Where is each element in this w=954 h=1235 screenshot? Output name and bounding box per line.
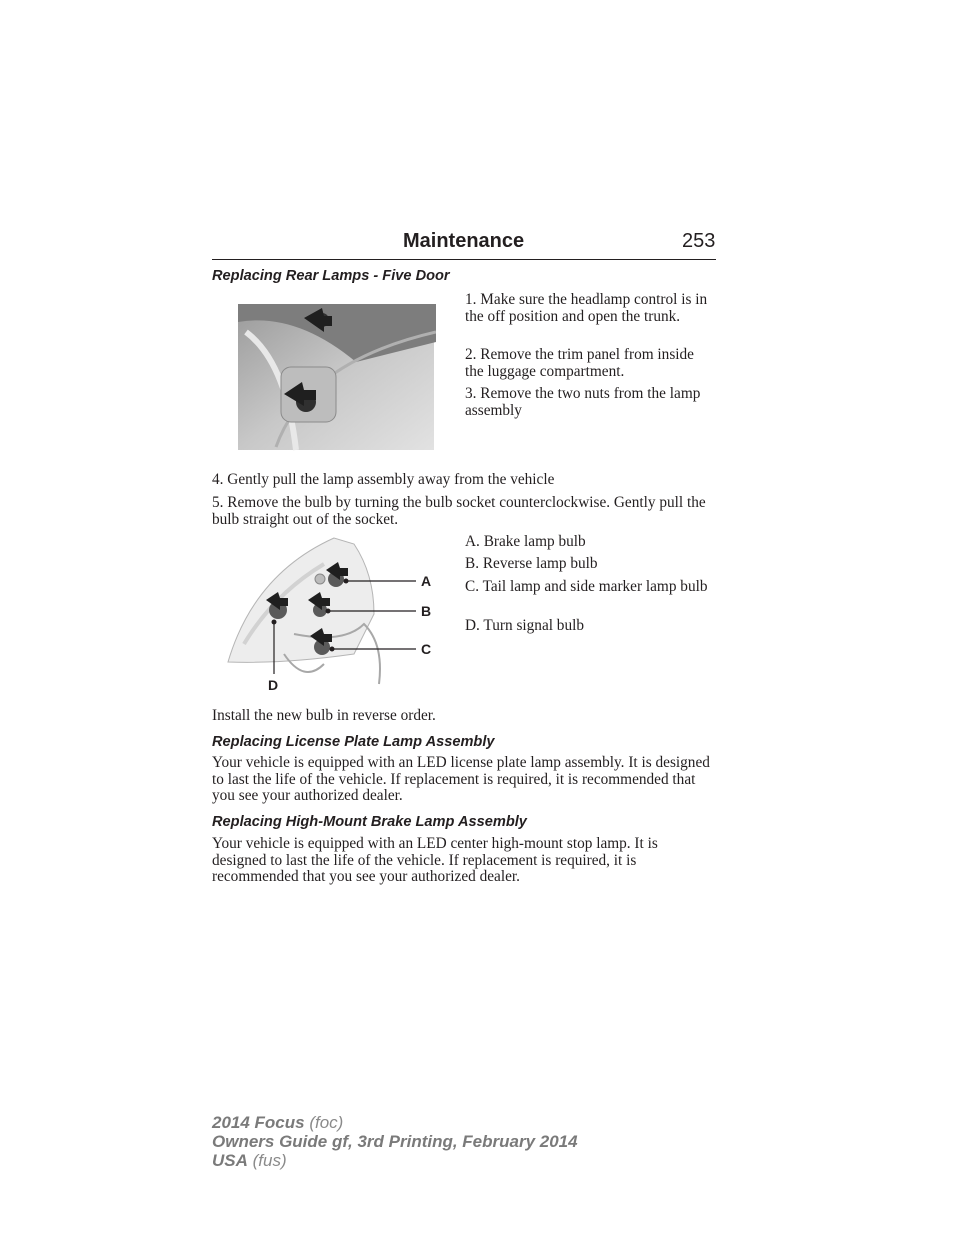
step-5: 5. Remove the bulb by turning the bulb socket counterclockwise. Gently pull the bulb straight out of the socket. — [212, 494, 706, 528]
bulb-d: D. Turn signal bulb — [465, 617, 584, 634]
install-note: Install the new bulb in reverse order. — [212, 707, 436, 724]
step-4: 4. Gently pull the lamp assembly away from the vehicle — [212, 471, 555, 488]
license-plate-body: Your vehicle is equipped with an LED license plate lamp assembly. It is designed to last the life of the vehicle. If replacement is required, it is recommended that you see your authorized dealer. — [212, 754, 710, 805]
step-2: 2. Remove the trim panel from inside the luggage compartment. — [465, 346, 694, 380]
section-heading-license-plate: Replacing License Plate Lamp Assembly — [212, 734, 495, 750]
footer — [212, 1113, 578, 1170]
footer-line-3: USA (fus) — [212, 1151, 287, 1170]
high-mount-body: Your vehicle is equipped with an LED center high-mount stop lamp. It is designed to last the life of the vehicle. If replacement is required, it is recommended that you see your authorized dealer. — [212, 835, 658, 886]
section-heading-high-mount: Replacing High-Mount Brake Lamp Assembly — [212, 814, 527, 830]
bulb-b: B. Reverse lamp bulb — [465, 555, 598, 572]
header-rule — [212, 259, 716, 260]
callout-a: A — [421, 573, 432, 589]
footer-line-1: 2014 Focus (foc) — [212, 1113, 344, 1132]
lamp-assembly-figure — [224, 534, 440, 694]
callout-d: D — [268, 677, 279, 693]
section-heading-rear-lamps: Replacing Rear Lamps - Five Door — [212, 268, 450, 284]
trunk-nut-figure — [236, 302, 436, 452]
callout-b: B — [421, 603, 432, 619]
footer-line-2: Owners Guide gf, 3rd Printing, February 2014 — [212, 1132, 578, 1151]
bulb-c: C. Tail lamp and side marker lamp bulb — [465, 578, 708, 595]
step-1: 1. Make sure the headlamp control is in the off position and open the trunk. — [465, 291, 708, 325]
bulb-a: A. Brake lamp bulb — [465, 533, 586, 550]
page-number: 253 — [682, 230, 716, 252]
callout-c: C — [421, 641, 432, 657]
step-3: 3. Remove the two nuts from the lamp assembly — [465, 385, 701, 419]
page-title: Maintenance — [403, 230, 525, 252]
